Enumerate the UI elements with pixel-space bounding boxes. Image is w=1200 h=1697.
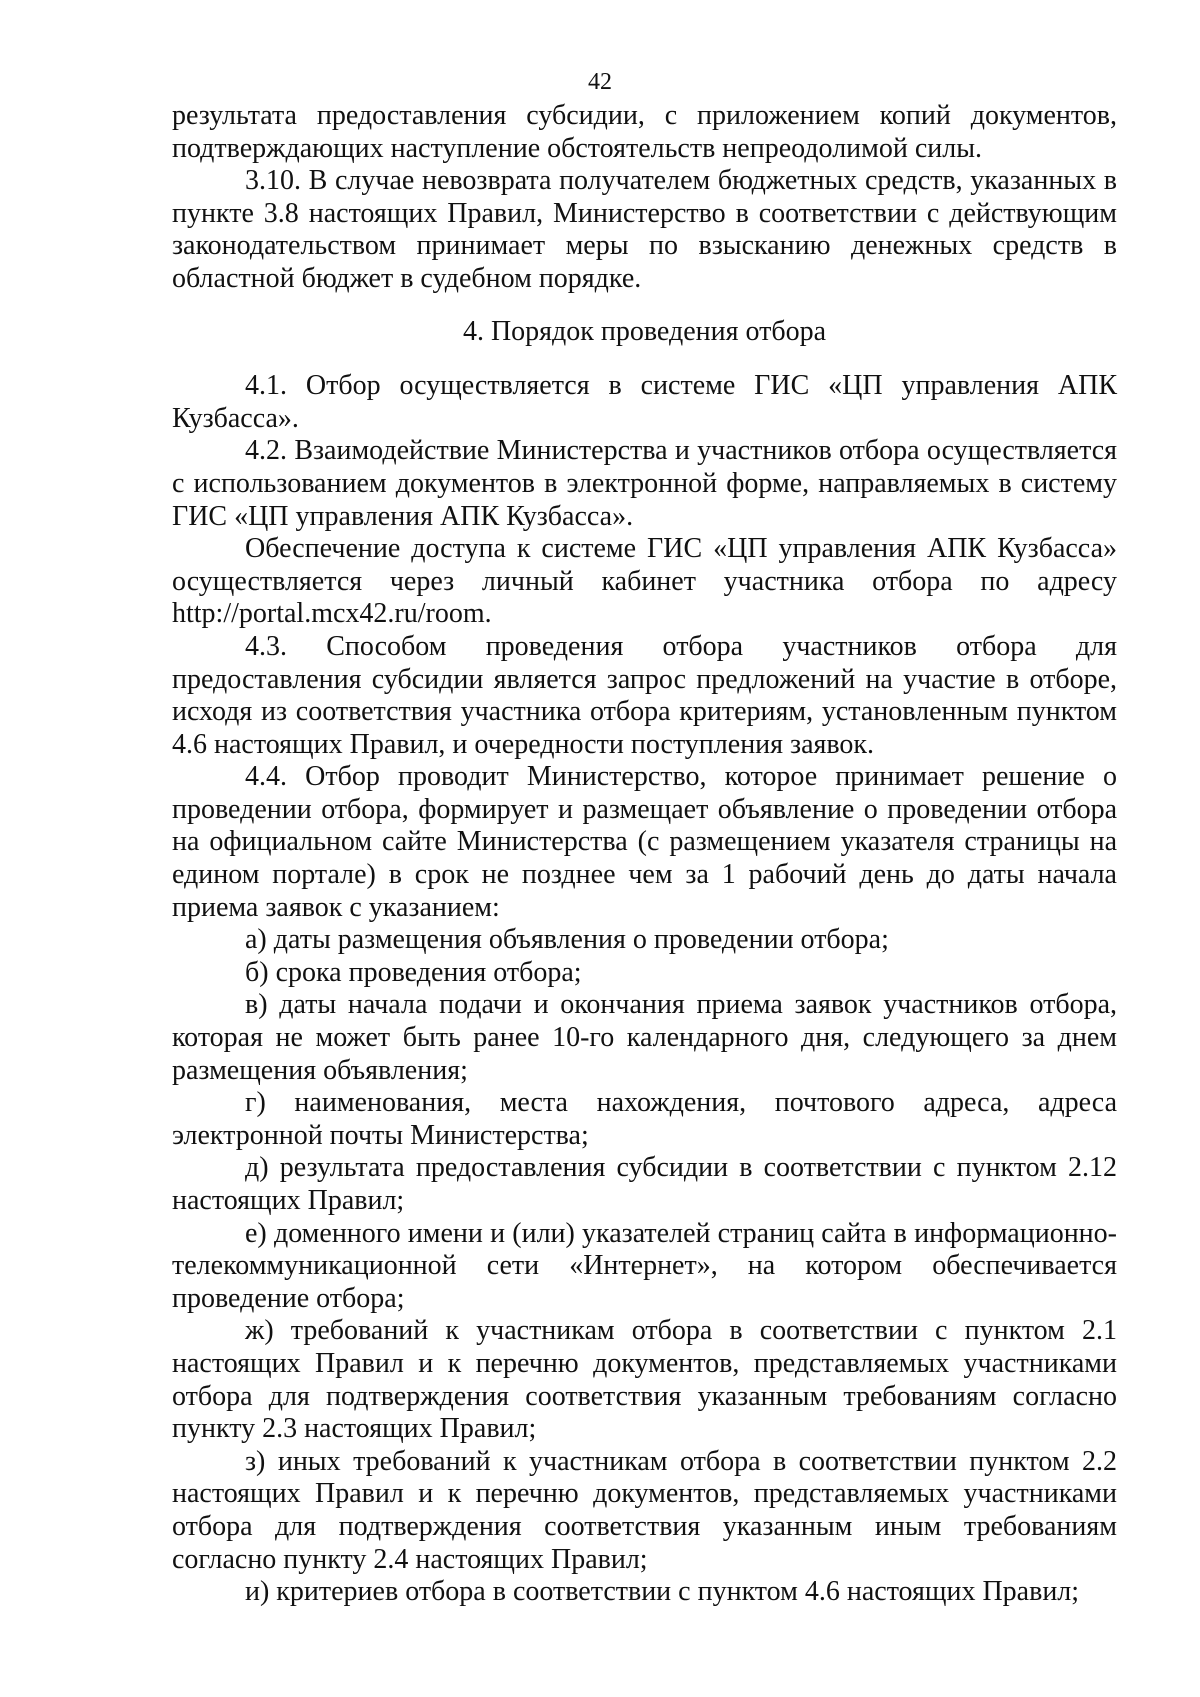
section-heading: 4. Порядок проведения отбора	[462, 315, 827, 347]
paragraph-system-access: Обеспечение доступа к системе ГИС «ЦП управления АПК Кузбасса» осуществляется через личный кабинет участника отбора по адресу http://portal.mcx42.ru/room.	[172, 533, 1117, 630]
list-item-zh: ж) требований к участникам отбора в соответствии с пунктом 2.1 настоящих Правил и к перечню документов, представляемых участниками отбора для подтверждения соответствия указанным требованиям согласно пункту 2.3 настоящих Правил;	[172, 1315, 1117, 1445]
list-item-i: и) критериев отбора в соответствии с пунктом 4.6 настоящих Правил;	[245, 1576, 1080, 1608]
paragraph-3-10: 3.10. В случае невозврата получателем бюджетных средств, указанных в пункте 3.8 настоящих Правил, Министерство в соответствии с действующим законодательством принимает меры по взысканию денежных средств в областной бюджет в судебном порядке.	[172, 165, 1117, 294]
list-item-d: д) результата предоставления субсидии в соответствии с пунктом 2.12 настоящих Правил;	[172, 1152, 1117, 1216]
list-item-g: г) наименования, места нахождения, почтового адреса, адреса электронной почты Министерства;	[172, 1087, 1117, 1151]
list-item-b: б) срока проведения отбора;	[245, 956, 582, 988]
paragraph-4-3: 4.3. Способом проведения отбора участников отбора для предоставления субсидии является запрос предложений на участие в отборе, исходя из соответствия участника отбора критериям, установленным пунктом 4.6 настоящих Правил, и очередности поступления заявок.	[172, 630, 1117, 760]
paragraph-4-2: 4.2. Взаимодействие Министерства и участников отбора осуществляется с использованием документов в электронной форме, направляемых в систему ГИС «ЦП управления АПК Кузбасса».	[172, 435, 1117, 532]
list-item-e: е) доменного имени и (или) указателей страниц сайта в информационно-телекоммуникационной сети «Интернет», на котором обеспечивается проведение отбора;	[172, 1217, 1117, 1314]
list-item-z: з) иных требований к участникам отбора в соответствии пунктом 2.2 настоящих Правил и к перечню документов, представляемых участниками отбора для подтверждения соответствия указанным иным требованиям согласно пункту 2.4 настоящих Правил;	[172, 1445, 1117, 1575]
paragraph-4-4: 4.4. Отбор проводит Министерство, которое принимает решение о проведении отбора, формирует и размещает объявление о проведении отбора на официальном сайте Министерства (с размещением указателя страницы на едином портале) в срок не позднее чем за 1 рабочий день до даты начала приема заявок с указанием:	[172, 761, 1117, 923]
paragraph-continuation: результата предоставления субсидии, с приложением копий документов, подтверждающих наступление обстоятельств непреодолимой силы.	[172, 100, 1117, 164]
list-item-v: в) даты начала подачи и окончания приема заявок участников отбора, которая не может быть ранее 10-го календарного дня, следующего за днем размещения объявления;	[172, 989, 1117, 1086]
document-body	[172, 100, 1117, 1609]
page-number: 42	[588, 69, 612, 95]
list-item-a: а) даты размещения объявления о проведении отбора;	[245, 924, 889, 956]
paragraph-4-1: 4.1. Отбор осуществляется в системе ГИС «ЦП управления АПК Кузбасса».	[172, 370, 1117, 434]
